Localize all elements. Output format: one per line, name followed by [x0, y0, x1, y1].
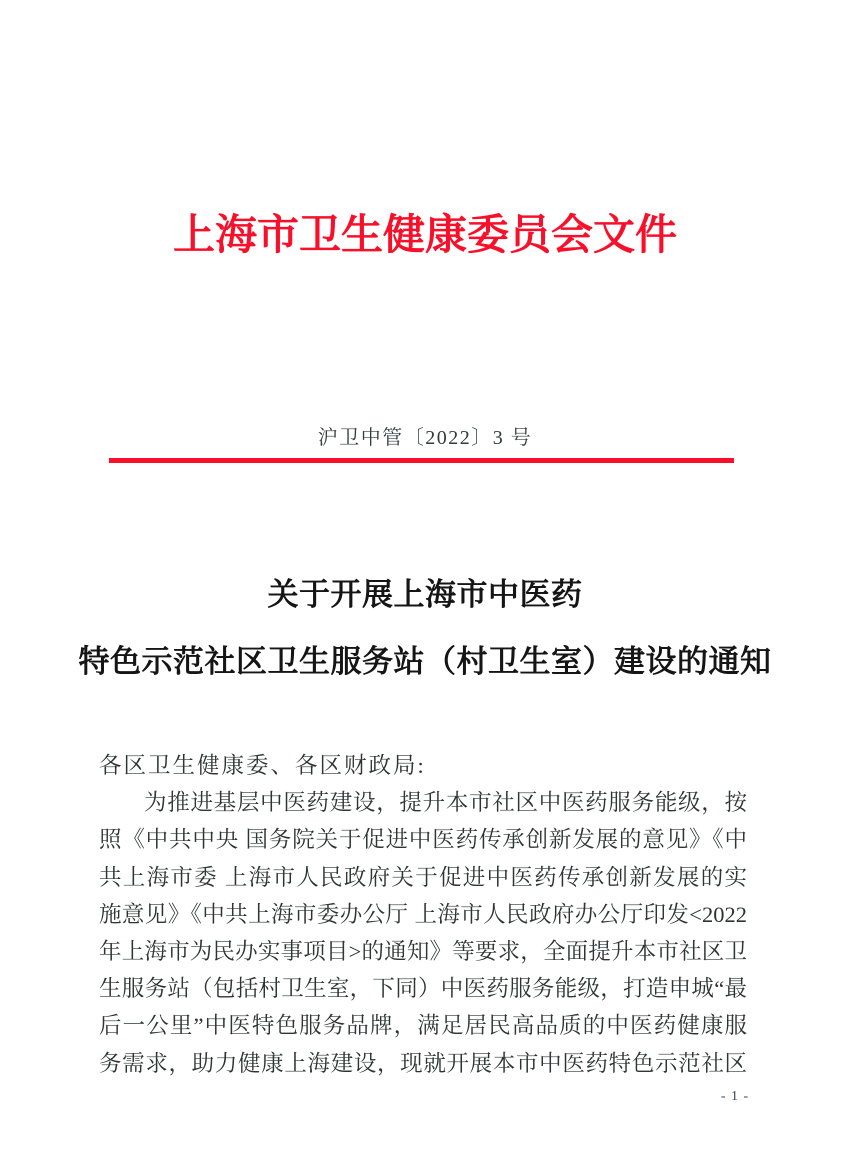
body-line: 年上海市为民办实事项目>的通知》等要求，全面提升本市社区卫 [99, 939, 747, 965]
body-line: 为推进基层中医药建设，提升本市社区中医药服务能级，按 [144, 790, 747, 816]
agency-header-title: 上海市卫生健康委员会文件 [172, 213, 677, 259]
red-divider-line [109, 458, 734, 463]
body-line: 务需求，助力健康上海建设，现就开展本市中医药特色示范社区 [99, 1050, 747, 1076]
page-number: - 1 - [720, 1089, 750, 1104]
body-line: 施意见》《中共上海市委办公厅 上海市人民政府办公厅印发<2022 [99, 901, 747, 927]
doc-reference-number: 沪卫中管〔2022〕3 号 [317, 427, 533, 449]
body-line: 生服务站（包括村卫生室，下同）中医药服务能级，打造申城“最 [99, 976, 747, 1002]
doc-title-line-2: 特色示范社区卫生服务站（村卫生室）建设的通知 [78, 644, 772, 679]
body-line: 后一公里”中医特色服务品牌，满足居民高品质的中医药健康服 [99, 1013, 747, 1039]
salutation-line: 各区卫生健康委、各区财政局: [99, 753, 426, 778]
document-body [99, 747, 747, 1082]
body-line: 照《中共中央 国务院关于促进中医药传承创新发展的意见》《中 [99, 827, 747, 853]
body-line: 共上海市委 上海市人民政府关于促进中医药传承创新发展的实 [99, 864, 747, 890]
doc-title-line-1: 关于开展上海市中医药 [267, 577, 583, 612]
